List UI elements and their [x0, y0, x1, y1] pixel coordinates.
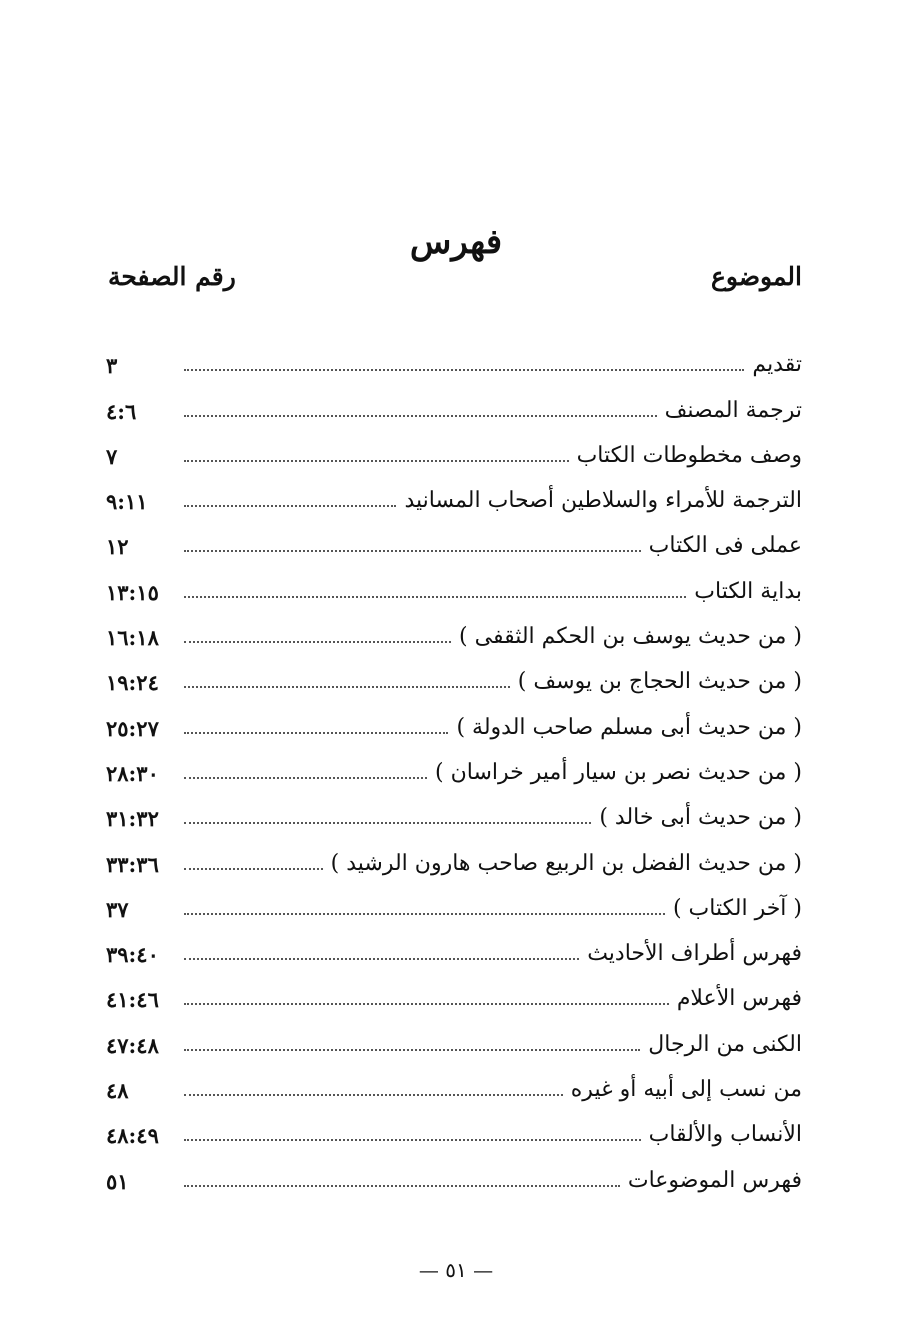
- toc-entry: [106, 1010, 802, 1058]
- toc-entry: [106, 557, 802, 605]
- toc-entry: [106, 920, 802, 968]
- dot-leader: [184, 732, 448, 734]
- toc-entry-title: ( آخر الكتاب ): [672, 895, 802, 921]
- toc-entry-page: ٤١:٤٦: [106, 987, 159, 1013]
- toc-entry: [106, 648, 802, 696]
- dot-leader: [184, 1094, 563, 1096]
- toc-entry: [106, 376, 802, 424]
- dot-leader: [184, 369, 744, 371]
- toc-entry-page: ١٩:٢٤: [106, 670, 159, 696]
- dot-leader: [184, 415, 657, 417]
- toc-entry-title: ( من حديث نصر بن سيار أمير خراسان ): [435, 759, 802, 785]
- dot-leader: [184, 777, 427, 779]
- toc-entry-page: ٤٨: [106, 1078, 129, 1104]
- toc-entry-title: ( من حديث أبى خالد ): [599, 805, 802, 831]
- toc-entry-page: ٤٧:٤٨: [106, 1032, 159, 1058]
- dot-leader: [184, 1003, 669, 1005]
- toc-entry: [106, 467, 802, 515]
- dot-leader: [184, 822, 591, 824]
- toc-entry-page: ٤:٦: [106, 398, 137, 424]
- toc-entry-title: فهرس الموضوعات: [627, 1167, 802, 1193]
- toc-entry-title: من نسب إلى أبيه أو غيره: [570, 1077, 802, 1103]
- toc-entry-page: ٥١: [106, 1168, 129, 1194]
- toc-entry-page: ١٦:١٨: [106, 625, 159, 651]
- toc-entry-page: ١٣:١٥: [106, 579, 159, 605]
- toc-entry: [106, 965, 802, 1013]
- dot-leader: [184, 868, 323, 870]
- toc-entry-page: ٢٥:٢٧: [106, 715, 159, 741]
- toc-entry: [106, 1146, 802, 1194]
- page-number-column-header: رقم الصفحة: [108, 262, 236, 291]
- toc-entry: [106, 1101, 802, 1149]
- topic-column-header: الموضوع: [711, 262, 802, 291]
- toc-entry-title: الكنى من الرجال: [648, 1031, 802, 1057]
- toc-entry-page: ٣: [106, 353, 118, 379]
- toc-entry: [106, 739, 802, 784]
- toc-entry-title: فهرس أطراف الأحاديث: [587, 941, 802, 967]
- toc-entry-title: الأنساب والألقاب: [648, 1122, 802, 1148]
- toc-entry-title: فهرس الأعلام: [676, 986, 802, 1012]
- toc-entry: [106, 512, 802, 560]
- page-title: فهرس: [409, 222, 503, 262]
- dot-leader: [184, 686, 510, 688]
- toc-entry-page: ٣١:٣٢: [106, 806, 159, 832]
- toc-entry: [106, 331, 802, 379]
- dot-leader: [184, 505, 396, 507]
- dot-leader: [184, 550, 641, 552]
- toc-entry-title: ( من حديث الحجاج بن يوسف ): [517, 669, 802, 695]
- dot-leader: [184, 641, 451, 643]
- dot-leader: [184, 913, 665, 915]
- toc-entry-title: ( من حديث يوسف بن الحكم الثقفى ): [459, 624, 802, 650]
- toc-entry-page: ٣٩:٤٠: [106, 942, 159, 968]
- toc-entry-page: ٣٣:٣٦: [106, 851, 159, 877]
- dot-leader: [184, 1185, 620, 1187]
- toc-entry-title: عملى فى الكتاب: [648, 533, 802, 559]
- toc-entry-page: ٩:١١: [106, 489, 148, 515]
- dot-leader: [184, 596, 686, 598]
- toc-entry: [106, 422, 802, 467]
- toc-entry-page: ٣٧: [106, 896, 129, 922]
- dot-leader: [184, 958, 579, 960]
- toc-entry-page: ٤٨:٤٩: [106, 1123, 159, 1149]
- table-of-contents: [106, 331, 802, 1192]
- dot-leader: [184, 460, 569, 462]
- toc-entry: [106, 784, 802, 832]
- dot-leader: [184, 1139, 641, 1141]
- toc-entry-title: ( من حديث أبى مسلم صاحب الدولة ): [456, 714, 802, 740]
- toc-entry-title: ( من حديث الفضل بن الربيع صاحب هارون الرشيد ): [330, 850, 802, 876]
- toc-entry: [106, 829, 802, 877]
- toc-entry-title: بداية الكتاب: [694, 578, 802, 604]
- toc-entry: [106, 875, 802, 920]
- toc-entry-title: ترجمة المصنف: [664, 397, 802, 423]
- toc-entry: [106, 1056, 802, 1104]
- dot-leader: [184, 1049, 640, 1051]
- toc-entry-page: ٢٨:٣٠: [106, 760, 159, 786]
- toc-entry-page: ٧: [106, 443, 118, 469]
- toc-entry: [106, 693, 802, 741]
- toc-entry-title: وصف مخطوطات الكتاب: [576, 442, 802, 468]
- toc-entry: [106, 603, 802, 651]
- toc-entry-title: تقديم: [752, 352, 802, 378]
- toc-entry-page: ١٢: [106, 534, 129, 560]
- toc-entry-title: الترجمة للأمراء والسلاطين أصحاب المسانيد: [404, 488, 802, 514]
- page-number-footer: — ٥١ —: [418, 1258, 494, 1282]
